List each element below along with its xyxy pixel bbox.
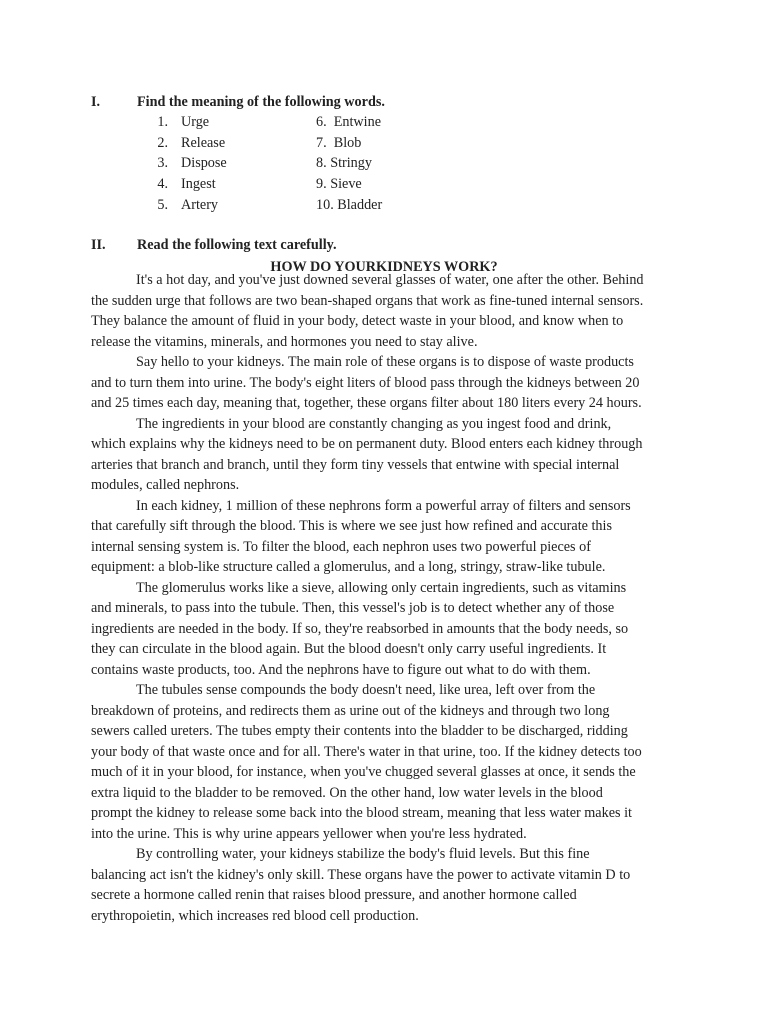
- text-line: prompt the kidney to release some back into the blood stream, meaning that less water makes it: [91, 805, 632, 821]
- vocab-word: Ingest: [181, 176, 216, 192]
- text-line: sewers called ureters. The tubes empty their contents into the bladder to be discharged, ridding: [91, 723, 628, 739]
- text-line: erythropoietin, which increases red blood cell production.: [91, 907, 419, 924]
- text-line: They balance the amount of fluid in your body, detect waste in your blood, and know when to: [91, 313, 624, 329]
- text-line: ingredients are needed in the body. If so, they're reabsorbed in amounts that the body needs, so: [91, 620, 629, 637]
- text-line: which explains why the kidneys need to be on permanent duty. Blood enters each kidney through: [91, 436, 643, 452]
- text-line: much of it in your blood, for instance, when you've chugged several glasses at once, it sends the: [91, 764, 636, 780]
- text-line: The ingredients in your blood are constantly changing as you ingest food and drink,: [136, 415, 612, 432]
- section-2-title: Read the following text carefully.: [137, 237, 337, 253]
- text-line: internal sensing system is. To filter the blood, each nephron uses two powerful pieces of: [91, 538, 591, 555]
- vocab-word: Artery: [181, 197, 219, 213]
- text-line: equipment: a blob-like structure called a glomerulus, and a long, stringy, straw-like tubule.: [91, 559, 606, 575]
- text-line: modules, called nephrons.: [91, 477, 240, 493]
- section-2-number: II.: [91, 237, 106, 253]
- text-line: The glomerulus works like a sieve, allowing only certain ingredients, such as vitamins: [136, 579, 627, 596]
- vocab-number: 1.: [157, 114, 168, 130]
- vocab-item: 9. Sieve: [316, 176, 362, 192]
- text-line: the sudden urge that follows are two bean-shaped organs that work as fine-tuned internal sensors.: [91, 292, 644, 309]
- vocab-number: 2.: [157, 135, 168, 151]
- vocab-number: 5.: [157, 197, 168, 213]
- text-line: they can circulate in the blood again. But the blood doesn't only carry useful ingredients. It: [91, 641, 607, 657]
- vocab-number: 3.: [157, 155, 168, 171]
- reading-title: HOW DO YOURKIDNEYS WORK?: [270, 259, 498, 275]
- text-line: breakdown of proteins, and redirects them as urine out of the kidneys and through two long: [91, 702, 610, 719]
- text-line: Say hello to your kidneys. The main role of these organs is to dispose of waste products: [136, 354, 634, 370]
- text-line: and 25 times each day, meaning that, together, these organs filter about 180 liters every 24 hours.: [91, 395, 642, 411]
- section-1-number: I.: [91, 94, 101, 110]
- text-line: your body of that waste once and for all. There's water in that urine, too. If the kidney detects too: [91, 743, 642, 760]
- reading-text: [91, 270, 691, 926]
- vocab-item: 10. Bladder: [316, 197, 383, 213]
- text-line: arteries that branch and branch, until they form tiny vessels that entwine with special internal: [91, 456, 620, 473]
- vocab-item: 6. Entwine: [316, 114, 382, 130]
- vocab-word: Dispose: [181, 155, 227, 171]
- section-1-title: Find the meaning of the following words.: [137, 94, 385, 110]
- text-line: release the vitamins, minerals, and hormones you need to stay alive.: [91, 333, 478, 350]
- text-line: In each kidney, 1 million of these nephrons form a powerful array of filters and sensors: [136, 497, 631, 514]
- vocab-word: Release: [181, 135, 226, 151]
- vocab-item: 8. Stringy: [316, 155, 372, 171]
- text-line: The tubules sense compounds the body doesn't need, like urea, left over from the: [136, 682, 596, 698]
- vocab-item: 7. Blob: [316, 135, 362, 151]
- vocab-number: 4.: [157, 176, 168, 192]
- text-line: secrete a hormone called renin that raises blood pressure, and another hormone called: [91, 887, 577, 903]
- text-line: and minerals, to pass into the tubule. Then, this vessel's job is to detect whether any of those: [91, 600, 615, 616]
- vocab-word: Urge: [181, 114, 210, 130]
- text-line: extra liquid to the bladder to be removed. On the other hand, low water levels in the blood: [91, 784, 603, 801]
- text-line: balancing act isn't the kidney's only skill. These organs have the power to activate vitamin D to: [91, 866, 631, 883]
- text-line: By controlling water, your kidneys stabilize the body's fluid levels. But this fine: [136, 846, 590, 862]
- text-line: contains waste products, too. And the nephrons have to figure out what to do with them.: [91, 661, 591, 678]
- text-line: into the urine. This is why urine appears yellower when you're less hydrated.: [91, 825, 527, 842]
- text-line: and to turn them into urine. The body's eight liters of blood pass through the kidneys between 20: [91, 374, 640, 391]
- text-line: that carefully sift through the blood. This is where we see just how refined and accurate this: [91, 518, 612, 534]
- text-line: It's a hot day, and you've just downed several glasses of water, one after the other. Behind: [136, 272, 644, 288]
